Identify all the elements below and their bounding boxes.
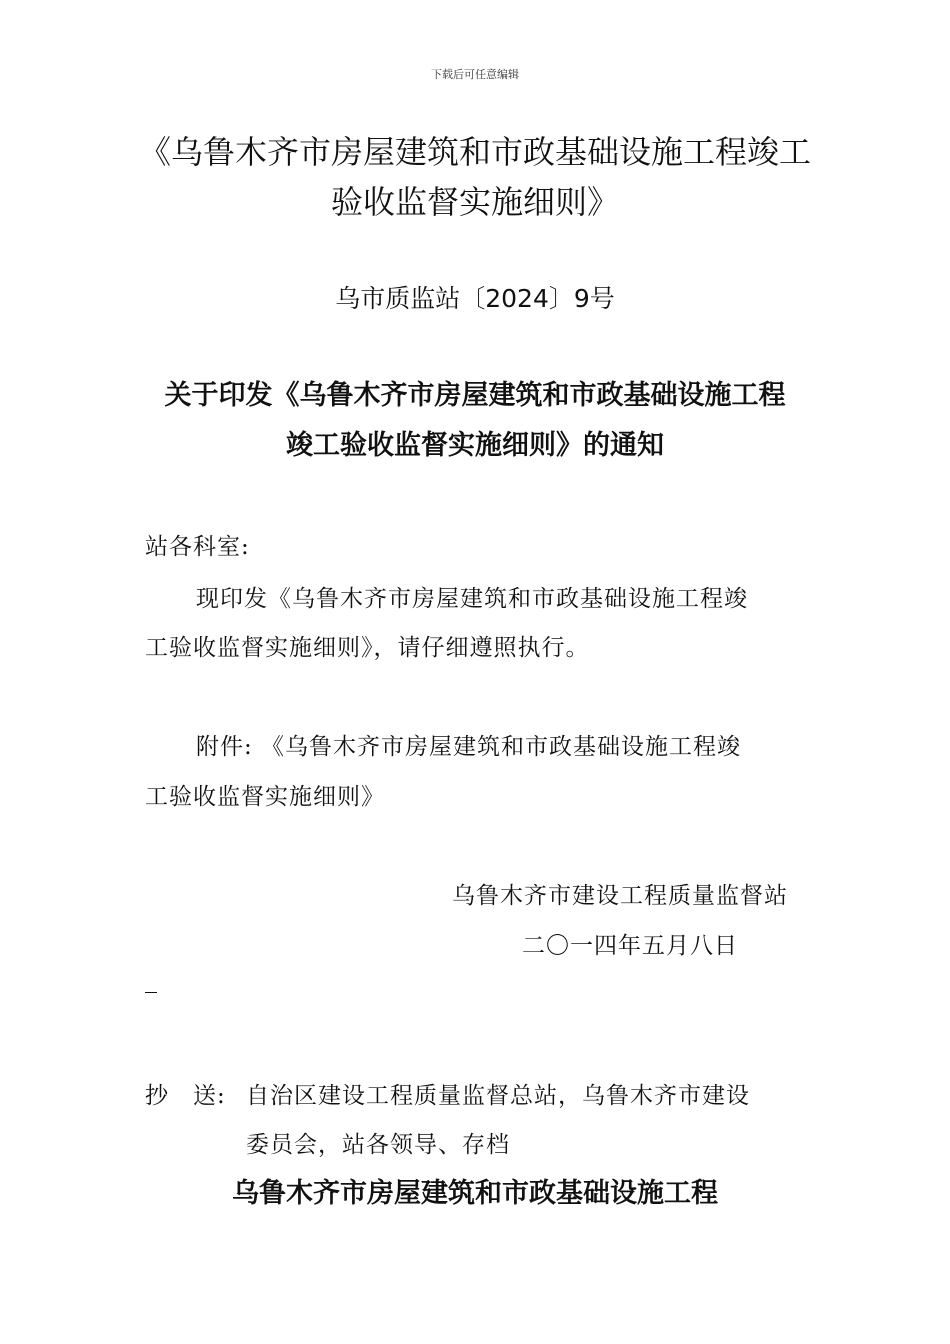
main-title-line2: 验收监督实施细则》 — [330, 183, 619, 221]
body-line1: 现印发《乌鲁木齐市房屋建筑和市政基础设施工程竣 — [196, 586, 748, 612]
header-note: 下载后可任意编辑 — [431, 68, 519, 81]
signature-date: 二〇一四年五月八日 — [522, 933, 738, 959]
cc-line2: 委员会，站各领导、存档 — [246, 1132, 510, 1158]
cc-label: 抄 送: — [145, 1083, 226, 1109]
main-title-line1: 《乌鲁木齐市房屋建筑和市政基础设施工程竣工 — [138, 133, 811, 171]
attachment-line1: 附件: 《乌鲁木齐市房屋建筑和市政基础设施工程竣 — [196, 734, 742, 760]
notice-title-line2: 竣工验收监督实施细则》的通知 — [286, 430, 664, 461]
footer-title: 乌鲁木齐市房屋建筑和市政基础设施工程 — [232, 1178, 718, 1209]
divider-mark — [145, 992, 157, 993]
attachment-line2: 工验收监督实施细则》 — [145, 784, 385, 810]
body-line2: 工验收监督实施细则》，请仔细遵照执行。 — [145, 635, 590, 661]
cc-line1: 自治区建设工程质量监督总站，乌鲁木齐市建设 — [246, 1083, 750, 1109]
notice-title-line1: 关于印发《乌鲁木齐市房屋建筑和市政基础设施工程 — [164, 380, 786, 411]
document-number: 乌市质监站〔2024〕9号 — [335, 284, 615, 313]
salutation: 站各科室: — [145, 534, 250, 560]
signature-organization: 乌鲁木齐市建设工程质量监督站 — [452, 883, 788, 909]
